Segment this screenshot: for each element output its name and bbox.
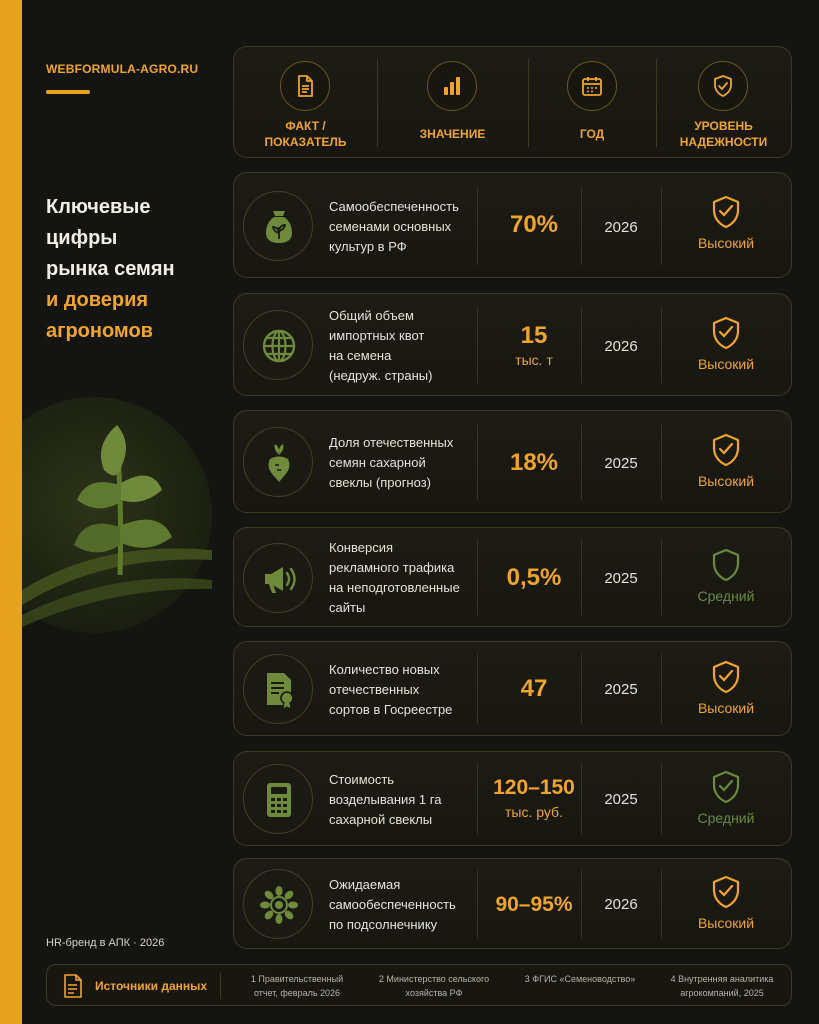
title-line-3: и доверия bbox=[46, 289, 149, 311]
header-year-text: ГОД bbox=[579, 127, 605, 141]
reliability-text: Высокий bbox=[697, 915, 755, 931]
row-divider bbox=[661, 187, 662, 265]
row-description: Количество новых отечественных сортов в Госреестре bbox=[329, 662, 453, 717]
megaphone-icon bbox=[243, 543, 313, 613]
row-description: Самообеспеченность семенами основных культур в РФ bbox=[329, 199, 459, 254]
row-divider bbox=[477, 870, 478, 938]
row-value-number: 70% bbox=[509, 211, 559, 238]
row-divider bbox=[661, 764, 662, 834]
row-year: 2025 bbox=[604, 455, 638, 472]
row-year: 2026 bbox=[604, 338, 638, 355]
row-year: 2025 bbox=[604, 681, 638, 698]
globe-icon bbox=[243, 310, 313, 380]
sources-title: Источники данных bbox=[95, 979, 208, 993]
source-item: 3 ФГИС «Семеноводство» bbox=[524, 974, 636, 984]
reliability-text: Высокий bbox=[697, 235, 755, 251]
row-year: 2025 bbox=[604, 570, 638, 587]
row-year: 2026 bbox=[604, 896, 638, 913]
sources-bar bbox=[46, 964, 792, 1006]
row-value bbox=[488, 891, 580, 919]
calculator-icon bbox=[243, 764, 313, 834]
row-divider bbox=[477, 307, 478, 383]
header-reliability bbox=[656, 47, 791, 159]
row-value bbox=[488, 675, 580, 703]
reliability-text: Средний bbox=[697, 588, 755, 604]
header-year-label bbox=[528, 117, 656, 151]
row-description: Ожидаемая самообеспеченность по подсолнечнику bbox=[329, 877, 456, 932]
table-row bbox=[233, 293, 792, 396]
seed-bag-icon bbox=[243, 191, 313, 261]
document-icon bbox=[63, 974, 83, 998]
row-divider bbox=[661, 540, 662, 615]
reliability-badge bbox=[666, 195, 786, 251]
header-reliability-label bbox=[656, 117, 791, 151]
row-value bbox=[488, 564, 580, 592]
header-value-label bbox=[377, 117, 528, 151]
source-item: 4 Внутренняя аналитика агрокомпаний, 2025 bbox=[670, 974, 774, 998]
row-value bbox=[488, 322, 580, 370]
title-line-1: Ключевые цифры bbox=[46, 196, 151, 249]
accent-stripe bbox=[0, 0, 22, 1024]
shield-check-icon bbox=[698, 61, 748, 111]
calendar-icon bbox=[567, 61, 617, 111]
reliability-badge bbox=[666, 660, 786, 716]
page-title bbox=[46, 192, 226, 347]
reliability-badge bbox=[666, 316, 786, 372]
header-year bbox=[528, 47, 656, 159]
row-value-number: 90–95% bbox=[495, 893, 573, 916]
table-row bbox=[233, 410, 792, 513]
row-divider bbox=[477, 424, 478, 500]
reliability-badge bbox=[666, 548, 786, 604]
shield-icon bbox=[711, 548, 741, 582]
bar-chart-icon bbox=[427, 61, 477, 111]
site-underline bbox=[46, 90, 90, 94]
row-description: Конверсия рекламного трафика на неподготовленные сайты bbox=[329, 540, 460, 615]
row-value-number: 18% bbox=[509, 449, 559, 476]
shield-check-icon bbox=[711, 433, 741, 467]
source-item: 1 Правительственный отчет, февраль 2026 bbox=[250, 974, 344, 998]
reliability-badge bbox=[666, 433, 786, 489]
source-item: 2 Министерство сельского хозяйства РФ bbox=[378, 974, 490, 998]
sprout-illustration bbox=[22, 365, 222, 640]
reliability-text: Средний bbox=[697, 810, 755, 826]
header-fact-text: ФАКТ / ПОКАЗАТЕЛЬ bbox=[264, 119, 347, 149]
table-row bbox=[233, 641, 792, 736]
header-fact-label bbox=[234, 117, 377, 151]
reliability-badge bbox=[666, 770, 786, 826]
row-divider bbox=[661, 870, 662, 938]
header-value bbox=[377, 47, 528, 159]
row-value-number: 120–150 bbox=[493, 776, 575, 799]
title-line-4: агрономов bbox=[46, 320, 153, 342]
row-description: Общий объем импортных квот на семена (недруж. страны) bbox=[329, 308, 433, 383]
row-year: 2025 bbox=[604, 791, 638, 808]
table-header bbox=[233, 46, 792, 158]
row-divider bbox=[477, 187, 478, 265]
reliability-badge bbox=[666, 875, 786, 931]
header-fact bbox=[234, 47, 377, 159]
certificate-icon bbox=[243, 654, 313, 724]
shield-check-icon bbox=[711, 875, 741, 909]
row-divider bbox=[661, 654, 662, 724]
beet-icon bbox=[243, 427, 313, 497]
row-value bbox=[488, 774, 580, 822]
reliability-text: Высокий bbox=[697, 356, 755, 372]
row-divider bbox=[477, 540, 478, 615]
row-divider bbox=[477, 654, 478, 724]
table-row bbox=[233, 527, 792, 627]
site-name[interactable]: WEBFORMULA-AGRO.RU bbox=[46, 62, 199, 76]
shield-check-icon bbox=[711, 316, 741, 350]
row-value-number: 0,5% bbox=[506, 564, 562, 591]
header-reliability-text: УРОВЕНЬ НАДЕЖНОСТИ bbox=[679, 119, 768, 149]
row-value-unit: тыс. руб. bbox=[505, 804, 563, 820]
row-description: Стоимость возделывания 1 га сахарной свеклы bbox=[329, 772, 442, 827]
row-value-unit: тыс. т bbox=[515, 352, 553, 368]
row-divider bbox=[661, 307, 662, 383]
reliability-text: Высокий bbox=[697, 473, 755, 489]
title-line-2: рынка семян bbox=[46, 258, 175, 280]
shield-check-icon bbox=[711, 770, 741, 804]
table-row bbox=[233, 172, 792, 278]
sunflower-icon bbox=[243, 869, 313, 939]
row-divider bbox=[477, 764, 478, 834]
row-value-number: 15 bbox=[520, 322, 548, 349]
header-value-text: ЗНАЧЕНИЕ bbox=[419, 127, 486, 141]
row-divider bbox=[661, 424, 662, 500]
shield-check-icon bbox=[711, 195, 741, 229]
table-row bbox=[233, 751, 792, 846]
table-row bbox=[233, 858, 792, 949]
sources-divider bbox=[220, 973, 221, 999]
document-icon bbox=[280, 61, 330, 111]
row-year: 2026 bbox=[604, 219, 638, 236]
row-description: Доля отечественных семян сахарной свеклы (прогноз) bbox=[329, 435, 454, 490]
row-value bbox=[488, 211, 580, 239]
shield-check-icon bbox=[711, 660, 741, 694]
row-value-number: 47 bbox=[520, 675, 548, 702]
reliability-text: Высокий bbox=[697, 700, 755, 716]
row-value bbox=[488, 449, 580, 477]
footer-label: HR-бренд в АПК · 2026 bbox=[46, 937, 165, 949]
